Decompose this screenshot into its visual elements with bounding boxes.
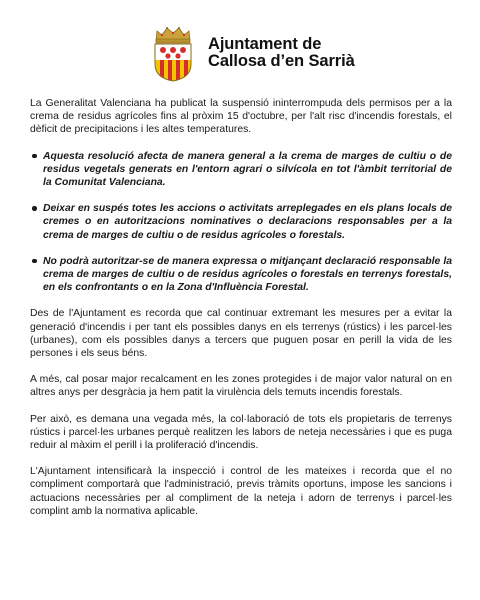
brand-line-2: Callosa d’en Sarrià <box>208 52 355 70</box>
bullet-text: Deixar en suspés totes les accions o activitats arreplegades en els plans locals de cremes o en autoritzacions nominatives o declaracions responsables per a la crema de marges de cultiu o de residus agrícoles o forestals. <box>43 203 452 241</box>
body-paragraph: L'Ajuntament intensificarà la inspecció i control de les mateixes i recorda que el no compliment comportarà que l'administració, previs tràmits oportuns, impose les sancions i actuacions necessàries per al compliment de la neteja i adorn de terrenys i parcel·les complint amb la normativa aplicable. <box>30 466 452 517</box>
bullet-text: No podrà autoritzar-se de manera expressa o mitjançant declaració responsable la crema de marges de cultiu o de residus agrícoles o forestals en terrenys forestals, en els confrontants o en la Zona d'Influència Forestal. <box>43 255 452 294</box>
header <box>151 24 355 82</box>
intro-paragraph: La Generalitat Valenciana ha publicat la suspensió ininterrompuda dels permisos per a la crema de residus agrícoles fins al pròxim 15 d'octubre, per l'alt risc d'incendis forestals, el dèficit de precipitacions i les altes temperatures. <box>30 98 452 136</box>
bullet-dot-icon <box>32 206 37 211</box>
document-body <box>30 97 452 518</box>
body-paragraph: Des de l'Ajuntament es recorda que cal continuar extremant les mesures per a evitar la generació d'incendis i per tant els possibles danys en els terrenys (rústics) i les parcel·les (urbanes), com els possibles danys a tercers que puguen posar en perill la vida de les persones i els seus béns. <box>30 308 452 360</box>
bullet-list <box>30 150 452 295</box>
bullet-dot-icon <box>32 154 37 159</box>
municipality-name <box>208 36 355 70</box>
brand-line-1: Ajuntament de <box>208 35 322 53</box>
body-paragraph: A més, cal posar major recalcament en les zones protegides i de major valor natural on en altres anys per desgràcia ja hem patit la virulència dels temuts incendis forestals. <box>30 374 452 399</box>
bullet-item <box>30 150 452 190</box>
body-paragraph: Per això, es demana una vegada més, la col·laboració de tots els propietaris de terrenys rústics i parcel·les urbanes perquè realitzen les labors de neteja necessàries i que es puga reduir al màxim el perill i la proliferació d'incendis. <box>30 413 452 452</box>
bullet-text: Aquesta resolució afecta de manera general a la crema de marges de cultiu o de residus vegetals generats en l'entorn agrari o silvícola en tot l'àmbit territorial de la Comunitat Valenciana. <box>43 150 452 189</box>
bullet-item <box>30 255 452 295</box>
bullet-item <box>30 202 452 242</box>
coat-of-arms-logo <box>151 24 195 82</box>
bullet-dot-icon <box>32 259 37 264</box>
